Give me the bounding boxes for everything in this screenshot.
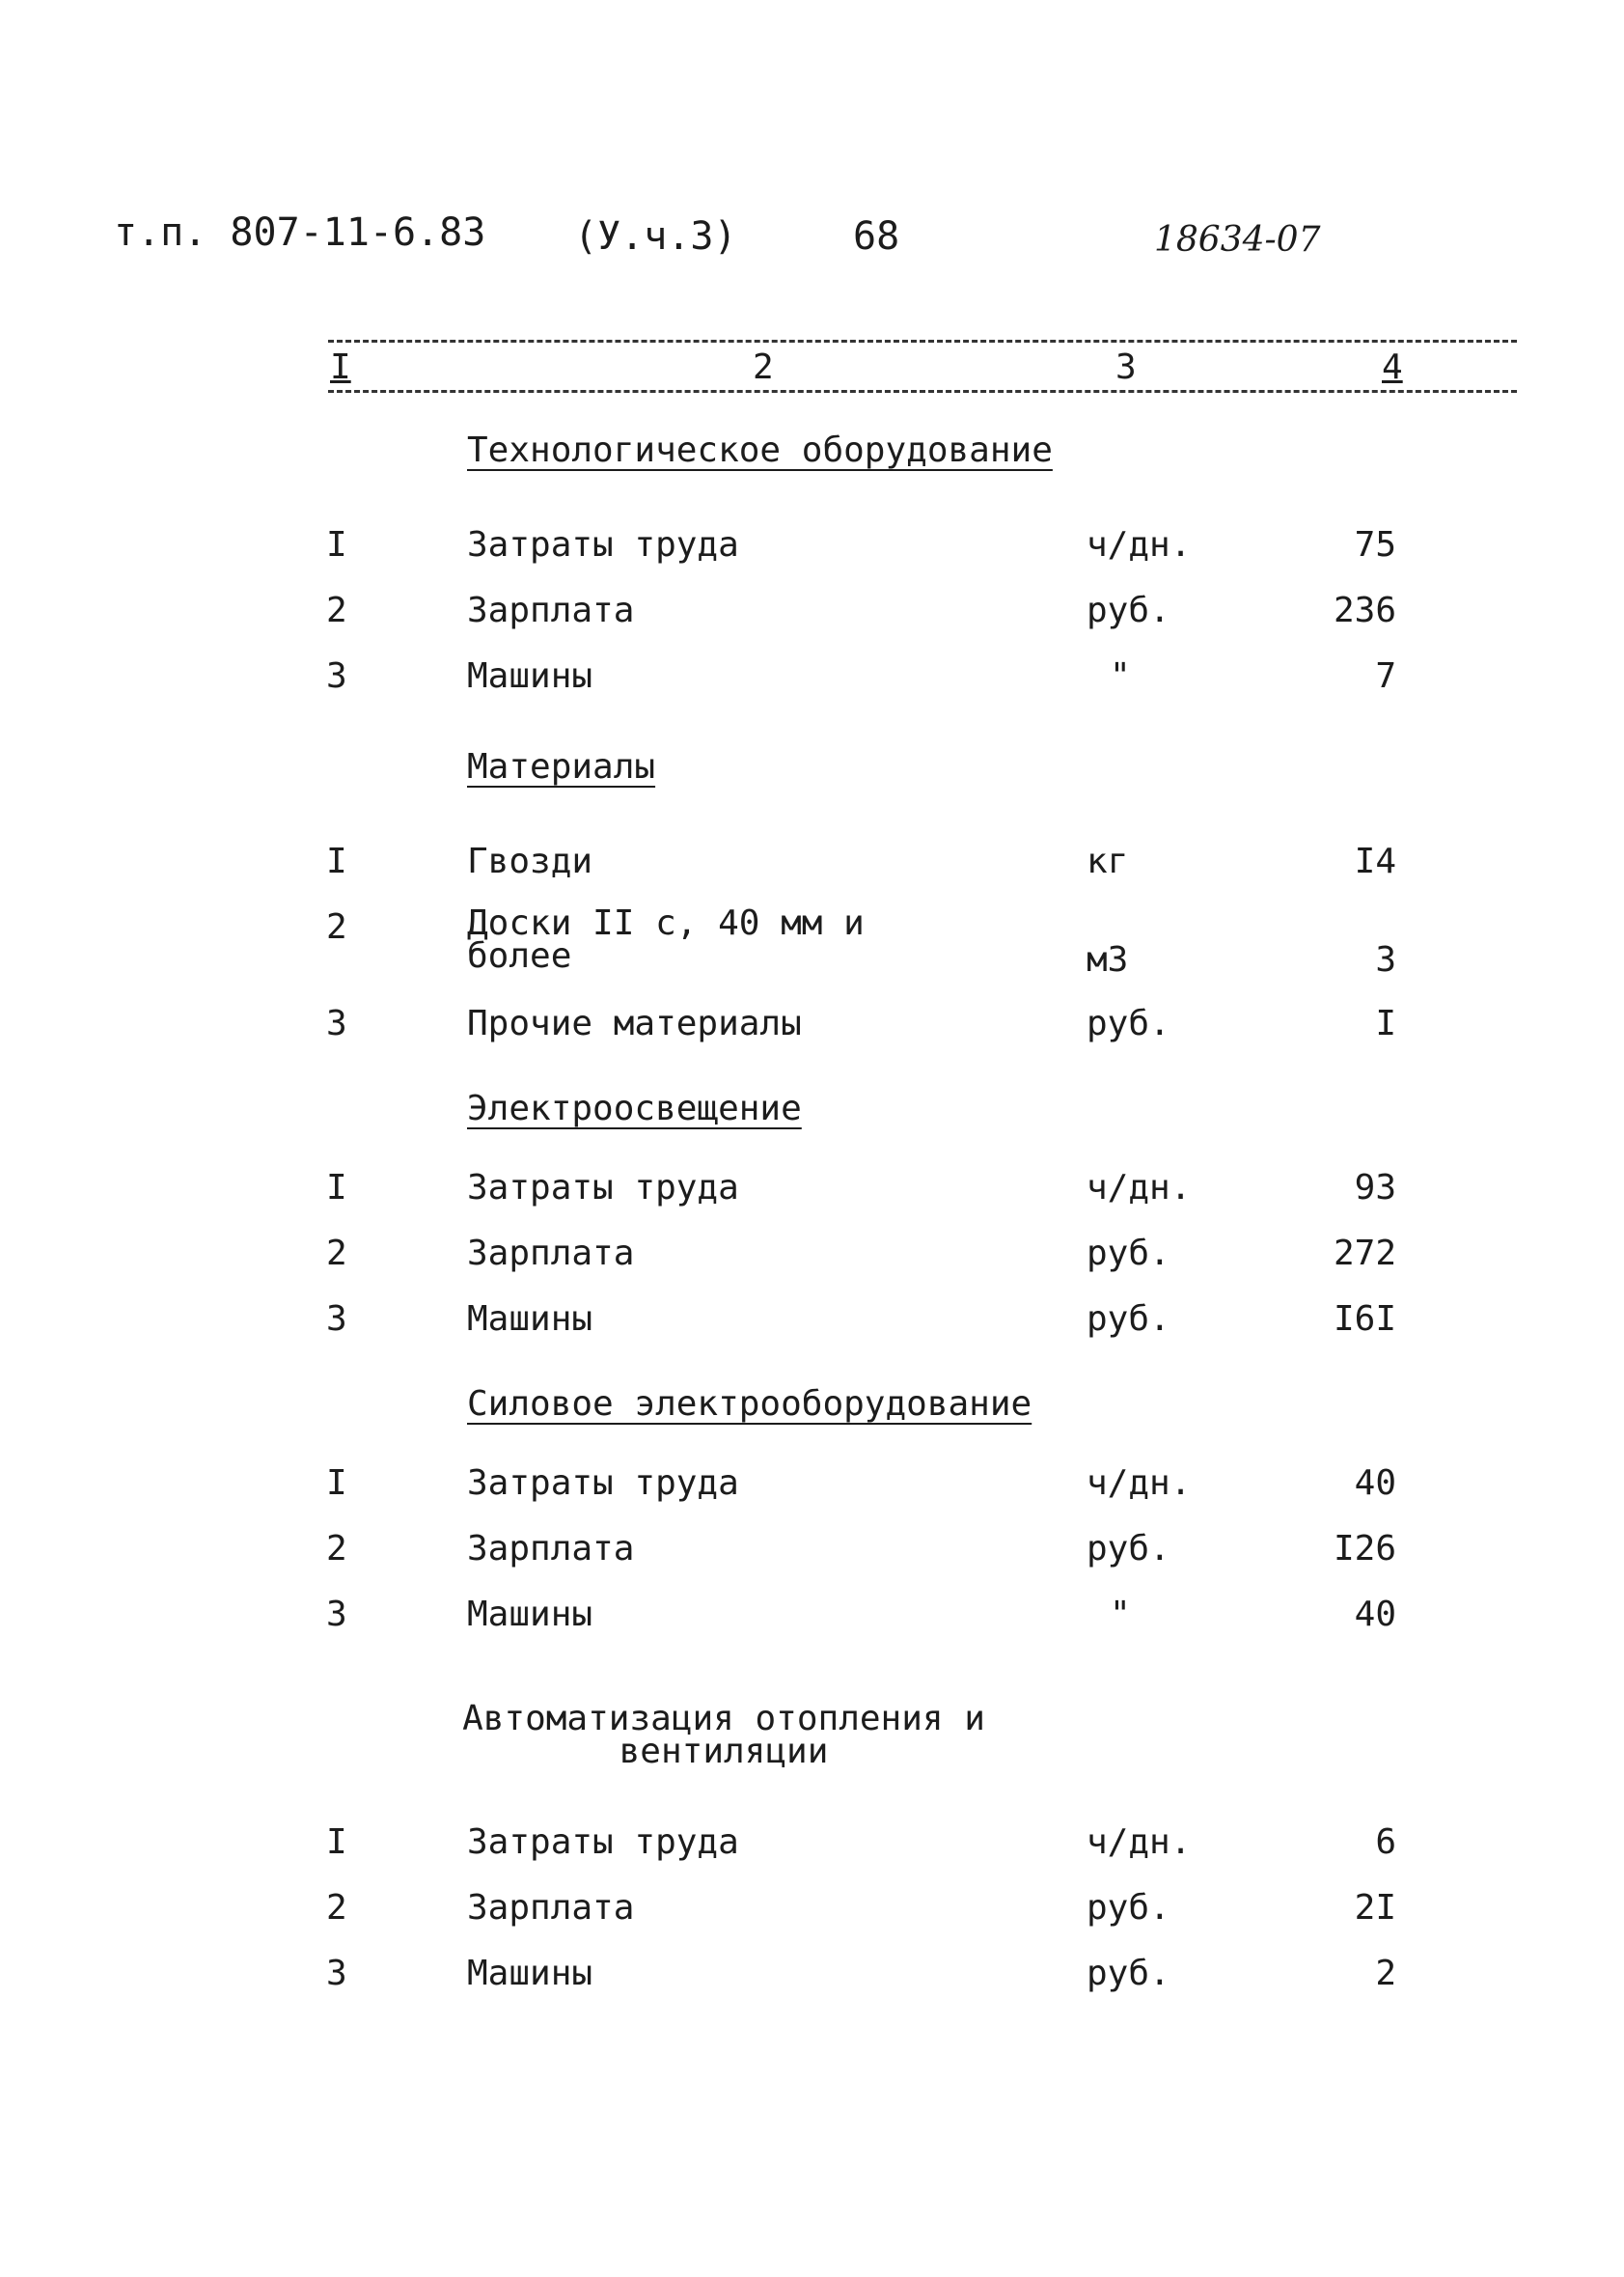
table-row (0, 903, 1624, 985)
row-number: 2 (326, 1234, 347, 1273)
row-value: 236 (1333, 591, 1396, 630)
document-code: т.п. 807-11-6.83 (114, 210, 486, 255)
table-row (0, 1822, 1624, 1869)
row-value: 40 (1354, 1595, 1396, 1634)
row-value: 7 (1375, 656, 1396, 696)
handwritten-number: 18634-07 (1154, 220, 1321, 260)
table-row (0, 1168, 1624, 1214)
table-row (0, 656, 1624, 703)
row-number: 3 (326, 1299, 347, 1339)
row-unit: руб. (1087, 1888, 1170, 1928)
row-number: 2 (326, 1888, 347, 1928)
row-number: 3 (326, 1954, 347, 1993)
row-unit: ч/дн. (1087, 1463, 1192, 1503)
row-unit: руб. (1087, 1529, 1170, 1569)
row-unit: " (1110, 656, 1131, 696)
table-row (0, 842, 1624, 888)
row-unit: ч/дн. (1087, 1822, 1192, 1862)
row-number: 2 (326, 907, 347, 947)
row-name: Затраты труда (467, 525, 739, 565)
row-unit: кг (1087, 842, 1129, 881)
row-name: Затраты труда (467, 1168, 739, 1208)
row-unit: руб. (1087, 1234, 1170, 1273)
row-value: I (1375, 1004, 1396, 1043)
row-value: I6I (1333, 1299, 1396, 1339)
column-number-1: I (330, 347, 351, 387)
row-number: 3 (326, 1595, 347, 1634)
header-rule-top (328, 340, 1517, 343)
row-unit: руб. (1087, 1299, 1170, 1339)
volume-label: (У.ч.3) (574, 214, 737, 259)
section-title: Силовое электрооборудование (467, 1384, 1032, 1424)
column-number-3: 3 (1115, 347, 1137, 387)
row-name: Машины (467, 1595, 593, 1634)
row-name: Зарплата (467, 1234, 635, 1273)
row-name: Машины (467, 1954, 593, 1993)
row-name: Зарплата (467, 1888, 635, 1928)
section-title: Материалы (467, 747, 656, 787)
row-number: I (326, 1463, 347, 1503)
row-name: Прочие материалы (467, 1004, 802, 1043)
table-row (0, 1004, 1624, 1050)
row-unit: " (1110, 1595, 1131, 1634)
row-unit: ч/дн. (1087, 525, 1192, 565)
row-value: 2I (1354, 1888, 1396, 1928)
column-number-2: 2 (753, 347, 774, 387)
table-row (0, 1529, 1624, 1575)
row-number: 2 (326, 591, 347, 630)
row-name: Зарплата (467, 591, 635, 630)
table-row (0, 1888, 1624, 1934)
table-row (0, 1234, 1624, 1280)
row-value: I26 (1333, 1529, 1396, 1569)
table-row (0, 1463, 1624, 1510)
row-value: 3 (1375, 940, 1396, 980)
row-name: Затраты труда (467, 1822, 739, 1862)
row-number: I (326, 1822, 347, 1862)
row-value: 2 (1375, 1954, 1396, 1993)
table-row (0, 591, 1624, 637)
row-number: I (326, 525, 347, 565)
row-number: 2 (326, 1529, 347, 1569)
section-title: Автоматизация отопления и вентиляции (462, 1699, 985, 1771)
row-unit: м3 (1087, 940, 1129, 980)
row-name: Машины (467, 656, 593, 696)
row-value: 75 (1354, 525, 1396, 565)
row-value: 93 (1354, 1168, 1396, 1208)
row-value: 40 (1354, 1463, 1396, 1503)
row-unit: ч/дн. (1087, 1168, 1192, 1208)
row-name: Доски II с, 40 мм и более (467, 903, 865, 976)
row-value: 6 (1375, 1822, 1396, 1862)
table-row (0, 1299, 1624, 1346)
row-number: I (326, 1168, 347, 1208)
table-row (0, 525, 1624, 571)
row-unit: руб. (1087, 1954, 1170, 1993)
row-value: 272 (1333, 1234, 1396, 1273)
row-unit: руб. (1087, 1004, 1170, 1043)
table-row (0, 1595, 1624, 1641)
row-name: Гвозди (467, 842, 593, 881)
section-title: Электроосвещение (467, 1089, 802, 1128)
row-number: I (326, 842, 347, 881)
row-name: Машины (467, 1299, 593, 1339)
section-title: Технологическое оборудование (467, 430, 1053, 470)
row-number: 3 (326, 656, 347, 696)
table-row (0, 1954, 1624, 2000)
row-name: Зарплата (467, 1529, 635, 1569)
row-value: I4 (1354, 842, 1396, 881)
column-number-4: 4 (1382, 347, 1403, 387)
row-name: Затраты труда (467, 1463, 739, 1503)
page-number: 68 (853, 214, 900, 259)
row-number: 3 (326, 1004, 347, 1043)
row-unit: руб. (1087, 591, 1170, 630)
header-rule-bottom (328, 390, 1517, 393)
